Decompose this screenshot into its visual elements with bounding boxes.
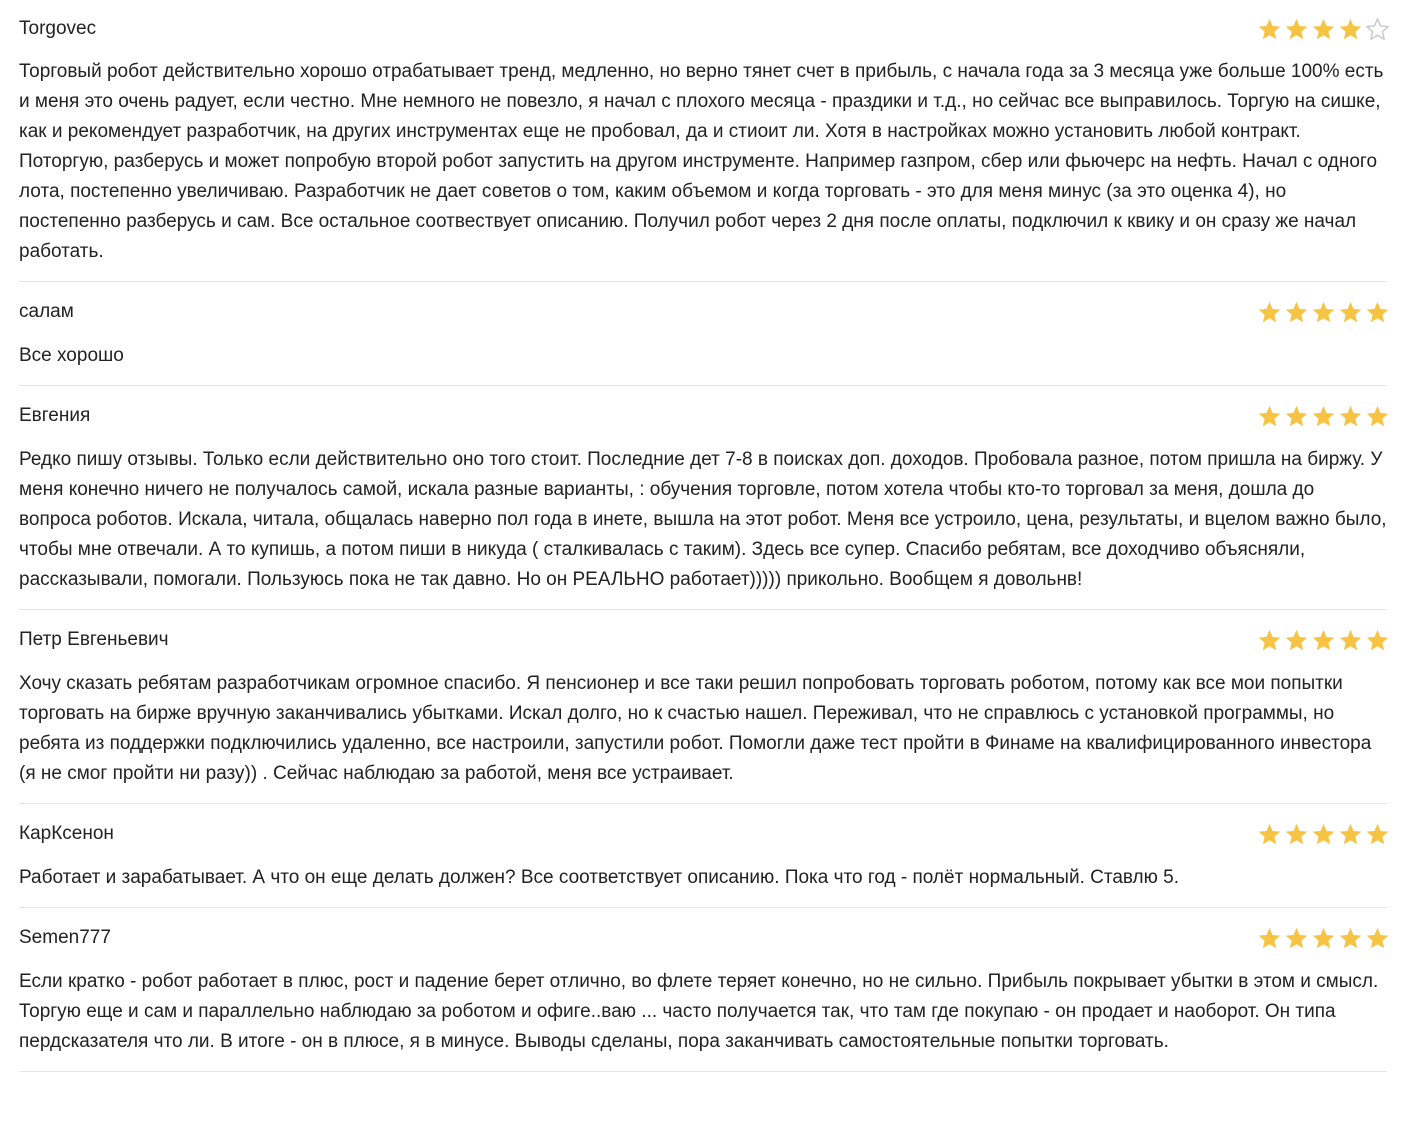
star-filled-icon — [1365, 822, 1390, 847]
review-text: Все хорошо — [19, 345, 124, 366]
star-filled-icon — [1284, 300, 1309, 325]
review-author: салам — [19, 301, 74, 322]
review-header — [19, 804, 1387, 864]
review-item — [19, 386, 1387, 610]
review-item — [19, 282, 1387, 386]
star-filled-icon — [1365, 300, 1390, 325]
star-filled-icon — [1311, 17, 1336, 42]
star-filled-icon — [1284, 17, 1309, 42]
star-filled-icon — [1311, 300, 1336, 325]
star-filled-icon — [1338, 300, 1363, 325]
star-filled-icon — [1311, 822, 1336, 847]
star-filled-icon — [1365, 926, 1390, 951]
review-text: Редко пишу отзывы. Только если действительно оно того стоит. Последние дет 7-8 в поисках доп. доходов. Пробовала разное, потом пришла на биржу. У меня конечно ничего не получалось самой, искала разные варианты, : обучения торговле, потом хотела чтобы кто-то торговал за меня, дошла до вопроса роботов. Искала, читала, общалась наверно пол года в инете, вышла на этот робот. Меня все устроило, цена, результаты, и вцелом важно было, чтобы мне отвечали. А то купишь, а потом пиши в никуда ( сталкивалась с таким). Здесь все супер. Спасибо ребятам, все доходчиво объясняли, рассказывали, помогали. Пользуюсь пока не так давно. Но он РЕАЛЬНО работает))))) прикольно. Вообщем я довольнв! — [19, 449, 1387, 590]
star-filled-icon — [1257, 822, 1282, 847]
star-filled-icon — [1284, 404, 1309, 429]
review-text: Хочу сказать ребятам разработчикам огромное спасибо. Я пенсионер и все таки решил попробовать торговать роботом, потому как все мои попытки торговать на бирже вручную заканчивались убытками. Искал долго, но к счастью нашел. Переживал, что не справлюсь с установкой программы, но ребята из поддержки подключились удаленно, все настроили, запустили робот. Помогли даже тест пройти в Финаме на квалифицированного инвестора (я не смог пройти ни разу)) . Сейчас наблюдаю за работой, меня все устраивает. — [19, 673, 1372, 784]
star-filled-icon — [1311, 404, 1336, 429]
star-filled-icon — [1257, 404, 1282, 429]
star-filled-icon — [1338, 926, 1363, 951]
review-author: Петр Евгеньевич — [19, 629, 169, 650]
review-header — [19, 610, 1387, 670]
star-filled-icon — [1284, 822, 1309, 847]
review-author: Semen777 — [19, 927, 111, 948]
star-filled-icon — [1257, 628, 1282, 653]
star-filled-icon — [1365, 404, 1390, 429]
review-header — [19, 0, 1387, 58]
review-header — [19, 386, 1387, 446]
review-item — [19, 0, 1387, 282]
review-text: Если кратко - робот работает в плюс, рост и падение берет отлично, во флете теряет конечно, но не сильно. Прибыль покрывает убытки в этом и смысл. Торгую еще и сам и параллельно наблюдаю за роботом и офиге..ваю ... часто получается так, что там где покупаю - он продает и наоборот. Он типа пердсказателя что ли. В итоге - он в плюсе, я в минусе. Выводы сделаны, пора заканчивать самостоятельные попытки торговать. — [19, 971, 1379, 1052]
rating-stars — [1257, 628, 1390, 653]
star-filled-icon — [1257, 17, 1282, 42]
rating-stars — [1257, 404, 1390, 429]
star-filled-icon — [1338, 17, 1363, 42]
rating-stars — [1257, 17, 1390, 42]
review-header — [19, 908, 1387, 968]
review-text: Работает и зарабатывает. А что он еще делать должен? Все соответствует описанию. Пока что год - полёт нормальный. Ставлю 5. — [19, 867, 1180, 888]
star-filled-icon — [1338, 628, 1363, 653]
star-filled-icon — [1365, 628, 1390, 653]
star-filled-icon — [1284, 628, 1309, 653]
review-header — [19, 282, 1387, 342]
reviews-list — [19, 0, 1387, 1072]
review-author: КарКсенон — [19, 823, 114, 844]
star-filled-icon — [1284, 926, 1309, 951]
star-filled-icon — [1311, 628, 1336, 653]
review-item — [19, 610, 1387, 804]
star-filled-icon — [1257, 926, 1282, 951]
star-filled-icon — [1338, 822, 1363, 847]
star-filled-icon — [1338, 404, 1363, 429]
rating-stars — [1257, 822, 1390, 847]
star-filled-icon — [1257, 300, 1282, 325]
star-filled-icon — [1311, 926, 1336, 951]
rating-stars — [1257, 926, 1390, 951]
review-author: Torgovec — [19, 18, 97, 39]
review-item — [19, 908, 1387, 1072]
star-empty-icon — [1365, 17, 1390, 42]
review-item — [19, 804, 1387, 908]
review-text: Торговый робот действительно хорошо отрабатывает тренд, медленно, но верно тянет счет в прибыль, с начала года за 3 месяца уже больше 100% есть и меня это очень радует, если честно. Мне немного не повезло, я начал с плохого месяца - праздики и т.д., но сейчас все выправилось. Торгую на сишке, как и рекомендует разработчик, на других инструментах еще не пробовал, да и стиоит ли. Хотя в настройках можно установить любой контракт. Поторгую, разберусь и может попробую второй робот запустить на другом инструменте. Например газпром, сбер или фьючерс на нефть. Начал с одного лота, постепенно увеличиваю. Разработчик не дает советов о том, каким объемом и когда торговать - это для меня минус (за это оценка 4), но постепенно разберусь и сам. Все остальное соотвествует описанию. Получил робот через 2 дня после оплаты, подключил к квику и он сразу же начал работать. — [19, 61, 1384, 262]
rating-stars — [1257, 300, 1390, 325]
review-author: Евгения — [19, 405, 91, 426]
